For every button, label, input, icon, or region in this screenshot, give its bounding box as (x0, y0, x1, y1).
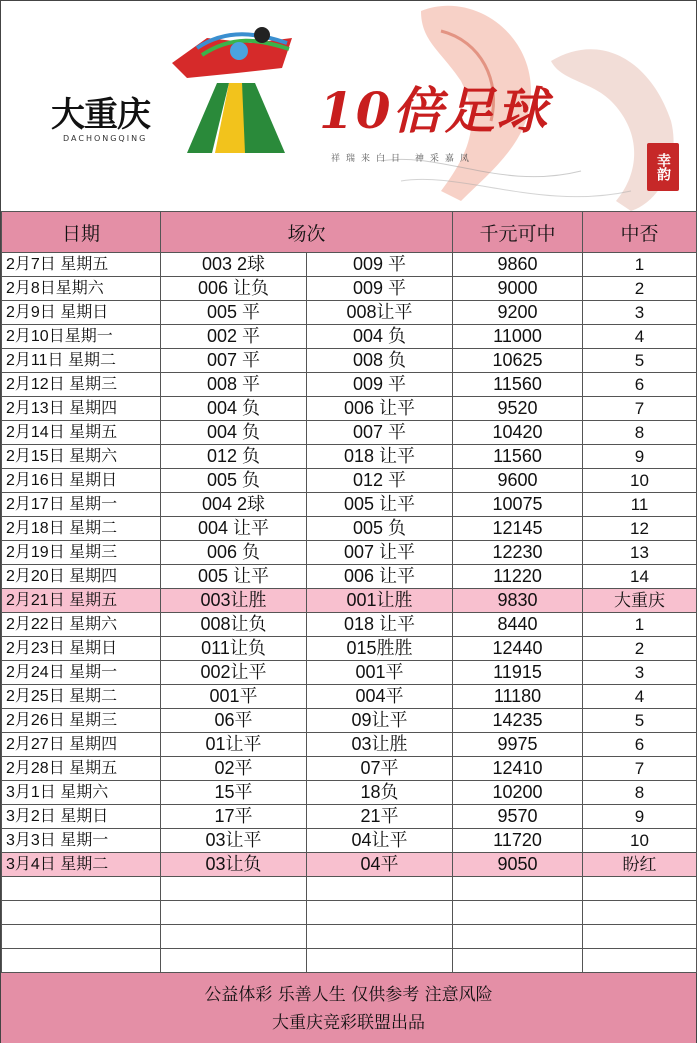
match-2-cell: 03让胜 (307, 733, 453, 757)
poster-slogan: 祥瑞来白日 神采嘉凤 (331, 154, 475, 164)
match-1-cell: 005 平 (161, 301, 307, 325)
result-cell: 6 (583, 733, 697, 757)
date-cell: 2月7日 星期五 (2, 253, 161, 277)
footer-banner (1, 972, 696, 1043)
table-row (2, 709, 697, 733)
poster-title: 10倍足球 (319, 81, 549, 140)
match-1-cell: 17平 (161, 805, 307, 829)
match-2-cell: 009 平 (307, 277, 453, 301)
empty-cell (307, 949, 453, 973)
table-row (2, 589, 697, 613)
result-cell: 7 (583, 757, 697, 781)
match-1-cell: 06平 (161, 709, 307, 733)
table-row (2, 373, 697, 397)
brand-name: 大重庆 (51, 95, 150, 135)
result-cell: 5 (583, 709, 697, 733)
table-row (2, 493, 697, 517)
match-2-cell: 015胜胜 (307, 637, 453, 661)
column-header-result: 中否 (583, 212, 697, 253)
match-2-cell: 006 让平 (307, 565, 453, 589)
amount-cell: 9830 (453, 589, 583, 613)
match-2-cell: 007 平 (307, 421, 453, 445)
result-cell: 6 (583, 373, 697, 397)
result-cell: 3 (583, 301, 697, 325)
table-row (2, 277, 697, 301)
match-1-cell: 008 平 (161, 373, 307, 397)
empty-cell (2, 949, 161, 973)
empty-cell (453, 877, 583, 901)
table-row (2, 637, 697, 661)
table-row (2, 853, 697, 877)
table-row (2, 565, 697, 589)
match-1-cell: 004 负 (161, 397, 307, 421)
date-cell: 3月2日 星期日 (2, 805, 161, 829)
empty-cell (307, 901, 453, 925)
empty-cell (453, 949, 583, 973)
match-2-cell: 006 让平 (307, 397, 453, 421)
table-header-row (2, 212, 697, 253)
amount-cell: 11560 (453, 373, 583, 397)
match-2-cell: 04让平 (307, 829, 453, 853)
amount-cell: 11915 (453, 661, 583, 685)
result-cell: 1 (583, 253, 697, 277)
result-cell: 3 (583, 661, 697, 685)
match-1-cell: 002 平 (161, 325, 307, 349)
table-row (2, 733, 697, 757)
empty-cell (453, 901, 583, 925)
match-1-cell: 005 让平 (161, 565, 307, 589)
empty-cell (583, 925, 697, 949)
date-cell: 2月20日 星期四 (2, 565, 161, 589)
footer-credit: 大重庆竞彩联盟出品 (272, 1013, 425, 1033)
date-cell: 2月22日 星期六 (2, 613, 161, 637)
result-cell: 大重庆 (583, 589, 697, 613)
brand-logo-mark (167, 23, 297, 163)
result-cell: 8 (583, 421, 697, 445)
schedule-table (1, 211, 697, 973)
table-row (2, 469, 697, 493)
match-2-cell: 21平 (307, 805, 453, 829)
amount-cell: 10420 (453, 421, 583, 445)
footer-disclaimer: 公益体彩 乐善人生 仅供参考 注意风险 (204, 985, 493, 1005)
match-1-cell: 008让负 (161, 613, 307, 637)
date-cell: 3月3日 星期一 (2, 829, 161, 853)
match-2-cell: 005 让平 (307, 493, 453, 517)
amount-cell: 14235 (453, 709, 583, 733)
date-cell: 2月10日星期一 (2, 325, 161, 349)
date-cell: 2月12日 星期三 (2, 373, 161, 397)
empty-cell (583, 949, 697, 973)
match-2-cell: 04平 (307, 853, 453, 877)
match-1-cell: 01让平 (161, 733, 307, 757)
match-1-cell: 03让负 (161, 853, 307, 877)
match-2-cell: 001让胜 (307, 589, 453, 613)
match-2-cell: 09让平 (307, 709, 453, 733)
amount-cell: 12145 (453, 517, 583, 541)
date-cell: 3月4日 星期二 (2, 853, 161, 877)
result-cell: 2 (583, 277, 697, 301)
match-1-cell: 005 负 (161, 469, 307, 493)
empty-row (2, 949, 697, 973)
table-row (2, 517, 697, 541)
empty-row (2, 901, 697, 925)
result-cell: 14 (583, 565, 697, 589)
amount-cell: 9000 (453, 277, 583, 301)
result-cell: 4 (583, 685, 697, 709)
amount-cell: 8440 (453, 613, 583, 637)
match-1-cell: 012 负 (161, 445, 307, 469)
match-2-cell: 004 负 (307, 325, 453, 349)
result-cell: 9 (583, 445, 697, 469)
amount-cell: 10625 (453, 349, 583, 373)
result-cell: 4 (583, 325, 697, 349)
match-2-cell: 007 让平 (307, 541, 453, 565)
empty-cell (2, 925, 161, 949)
table-row (2, 805, 697, 829)
table-row (2, 613, 697, 637)
date-cell: 3月1日 星期六 (2, 781, 161, 805)
table-row (2, 541, 697, 565)
table-row (2, 829, 697, 853)
date-cell: 2月23日 星期日 (2, 637, 161, 661)
match-2-cell: 009 平 (307, 373, 453, 397)
date-cell: 2月18日 星期二 (2, 517, 161, 541)
red-seal-stamp: 幸韵 (647, 143, 679, 191)
empty-cell (307, 877, 453, 901)
amount-cell: 9975 (453, 733, 583, 757)
result-cell: 7 (583, 397, 697, 421)
table-row (2, 757, 697, 781)
match-1-cell: 006 让负 (161, 277, 307, 301)
match-1-cell: 004 负 (161, 421, 307, 445)
amount-cell: 11180 (453, 685, 583, 709)
amount-cell: 9520 (453, 397, 583, 421)
table-row (2, 445, 697, 469)
table-row (2, 253, 697, 277)
result-cell: 13 (583, 541, 697, 565)
result-cell: 1 (583, 613, 697, 637)
result-cell: 9 (583, 805, 697, 829)
amount-cell: 9860 (453, 253, 583, 277)
empty-cell (2, 877, 161, 901)
match-2-cell: 008让平 (307, 301, 453, 325)
match-1-cell: 006 负 (161, 541, 307, 565)
match-2-cell: 07平 (307, 757, 453, 781)
empty-cell (161, 877, 307, 901)
amount-cell: 11000 (453, 325, 583, 349)
match-1-cell: 003让胜 (161, 589, 307, 613)
empty-cell (2, 901, 161, 925)
date-cell: 2月26日 星期三 (2, 709, 161, 733)
date-cell: 2月15日 星期六 (2, 445, 161, 469)
column-header-match: 场次 (161, 212, 453, 253)
match-2-cell: 018 让平 (307, 445, 453, 469)
empty-row (2, 877, 697, 901)
empty-cell (453, 925, 583, 949)
result-cell: 盼红 (583, 853, 697, 877)
date-cell: 2月25日 星期二 (2, 685, 161, 709)
date-cell: 2月8日星期六 (2, 277, 161, 301)
result-cell: 8 (583, 781, 697, 805)
date-cell: 2月21日 星期五 (2, 589, 161, 613)
table-row (2, 781, 697, 805)
date-cell: 2月14日 星期五 (2, 421, 161, 445)
amount-cell: 9200 (453, 301, 583, 325)
table-row (2, 661, 697, 685)
column-header-amount: 千元可中 (453, 212, 583, 253)
match-2-cell: 008 负 (307, 349, 453, 373)
date-cell: 2月28日 星期五 (2, 757, 161, 781)
table-row (2, 325, 697, 349)
match-1-cell: 03让平 (161, 829, 307, 853)
date-cell: 2月27日 星期四 (2, 733, 161, 757)
match-2-cell: 001平 (307, 661, 453, 685)
date-cell: 2月19日 星期三 (2, 541, 161, 565)
table-row (2, 421, 697, 445)
amount-cell: 9570 (453, 805, 583, 829)
amount-cell: 10075 (453, 493, 583, 517)
empty-cell (161, 901, 307, 925)
amount-cell: 10200 (453, 781, 583, 805)
match-1-cell: 004 让平 (161, 517, 307, 541)
result-cell: 5 (583, 349, 697, 373)
date-cell: 2月9日 星期日 (2, 301, 161, 325)
empty-row (2, 925, 697, 949)
amount-cell: 9600 (453, 469, 583, 493)
match-2-cell: 018 让平 (307, 613, 453, 637)
result-cell: 10 (583, 829, 697, 853)
amount-cell: 12230 (453, 541, 583, 565)
brand-subtitle: DACHONGQING (63, 134, 148, 143)
match-1-cell: 02平 (161, 757, 307, 781)
result-cell: 10 (583, 469, 697, 493)
table-row (2, 397, 697, 421)
match-2-cell: 009 平 (307, 253, 453, 277)
date-cell: 2月13日 星期四 (2, 397, 161, 421)
match-1-cell: 003 2球 (161, 253, 307, 277)
column-header-date: 日期 (2, 212, 161, 253)
empty-cell (583, 877, 697, 901)
result-cell: 11 (583, 493, 697, 517)
date-cell: 2月17日 星期一 (2, 493, 161, 517)
amount-cell: 9050 (453, 853, 583, 877)
result-cell: 12 (583, 517, 697, 541)
empty-cell (307, 925, 453, 949)
date-cell: 2月24日 星期一 (2, 661, 161, 685)
match-1-cell: 002让平 (161, 661, 307, 685)
match-1-cell: 001平 (161, 685, 307, 709)
amount-cell: 11220 (453, 565, 583, 589)
table-row (2, 301, 697, 325)
match-2-cell: 18负 (307, 781, 453, 805)
empty-cell (161, 949, 307, 973)
date-cell: 2月16日 星期日 (2, 469, 161, 493)
amount-cell: 11720 (453, 829, 583, 853)
match-1-cell: 007 平 (161, 349, 307, 373)
match-1-cell: 004 2球 (161, 493, 307, 517)
amount-cell: 12410 (453, 757, 583, 781)
amount-cell: 12440 (453, 637, 583, 661)
match-1-cell: 011让负 (161, 637, 307, 661)
match-1-cell: 15平 (161, 781, 307, 805)
empty-cell (161, 925, 307, 949)
match-2-cell: 004平 (307, 685, 453, 709)
match-2-cell: 005 负 (307, 517, 453, 541)
result-cell: 2 (583, 637, 697, 661)
table-row (2, 349, 697, 373)
match-2-cell: 012 平 (307, 469, 453, 493)
amount-cell: 11560 (453, 445, 583, 469)
header-banner (1, 1, 696, 211)
date-cell: 2月11日 星期二 (2, 349, 161, 373)
empty-cell (583, 901, 697, 925)
table-row (2, 685, 697, 709)
